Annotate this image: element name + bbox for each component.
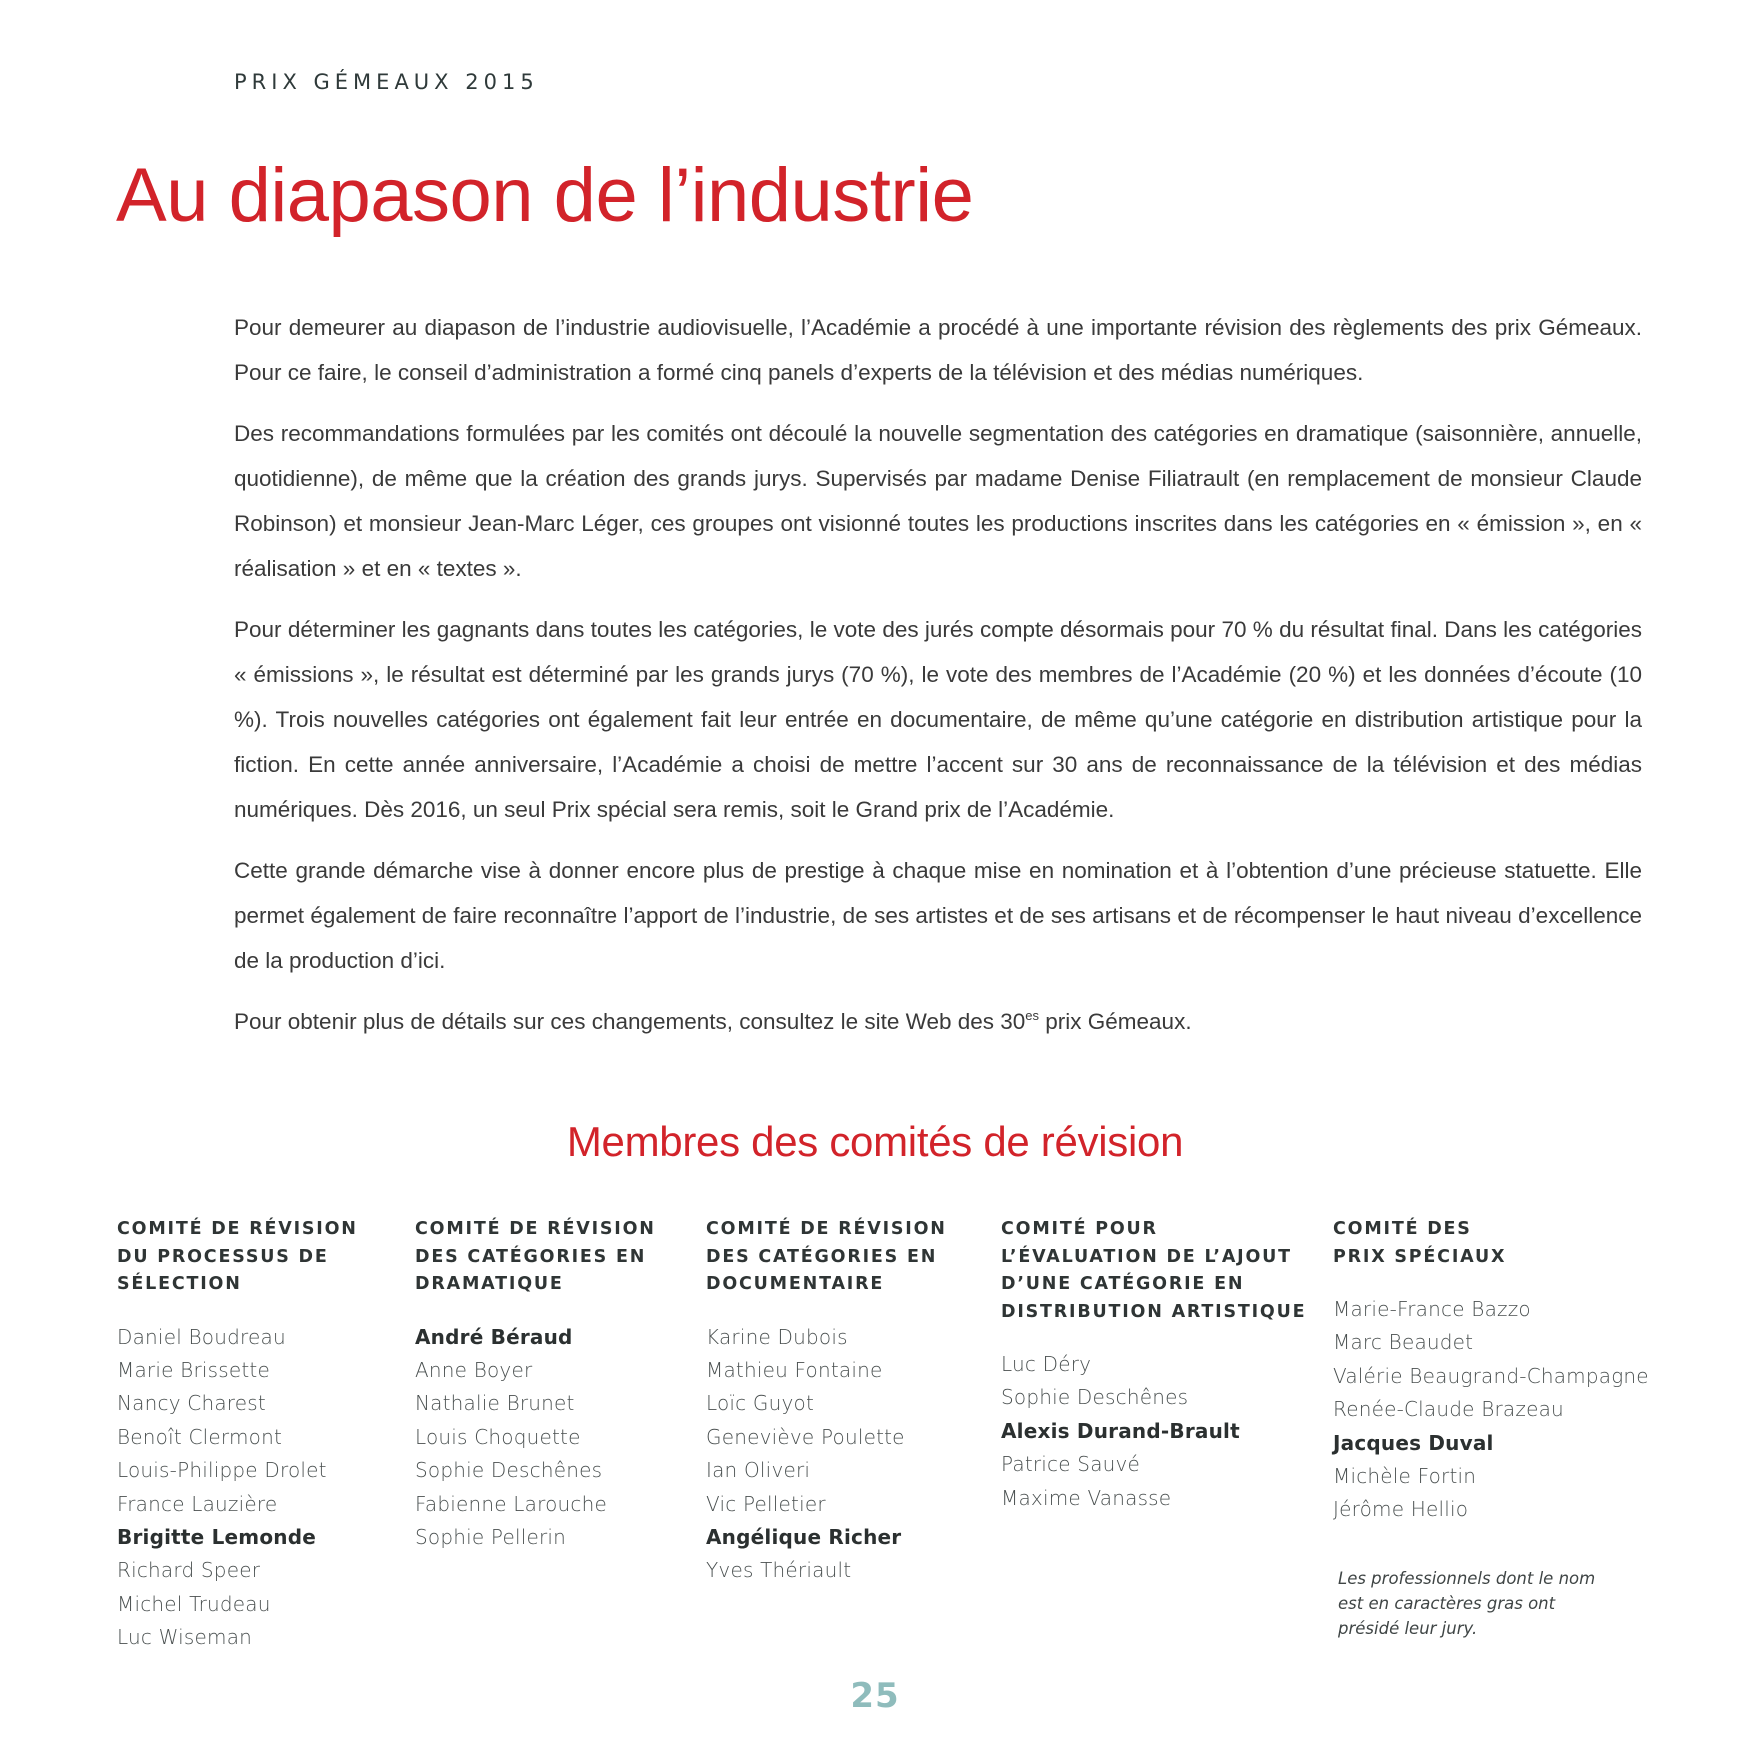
member-name: Michèle Fortin: [1333, 1464, 1477, 1489]
member-name-chair: Angélique Richer: [706, 1524, 902, 1549]
member-name: Karine Dubois: [706, 1324, 848, 1349]
member-name: Richard Speer: [117, 1558, 261, 1583]
member-name: Patrice Sauvé: [1001, 1452, 1141, 1477]
committee-heading-line: DES CATÉGORIES EN: [706, 1246, 938, 1267]
member-name: Valérie Beaugrand-Champagne: [1333, 1363, 1649, 1388]
ordinal-superscript: es: [1025, 1008, 1040, 1023]
paragraph-more-details: [234, 999, 1642, 1044]
committee-heading: [706, 1216, 947, 1299]
member-name: Nathalie Brunet: [415, 1391, 575, 1416]
paragraph: Des recommandations formulées par les comités ont découlé la nouvelle segmentation des catégories en dramatique (saisonnière, annuelle, quotidienne), de même que la création des grands jurys. Supervisés par madame Denise Filiatrault (en remplacement de monsieur Claude Robinson) et monsieur Jean-Marc Léger, ces groupes ont visionné toutes les productions inscrites dans les catégories en « émission », en « réalisation » et en « textes ».: [234, 421, 1642, 581]
page-kicker: PRIX GÉMEAUX 2015: [234, 70, 539, 94]
committee-heading: [1001, 1216, 1306, 1326]
member-name: Sophie Pellerin: [415, 1524, 567, 1549]
member-name: Vic Pelletier: [706, 1491, 826, 1516]
member-name: Michel Trudeau: [117, 1591, 271, 1616]
committee-heading-line: DES CATÉGORIES EN: [415, 1246, 647, 1267]
committee-heading-line: DRAMATIQUE: [415, 1274, 564, 1294]
member-name: Daniel Boudreau: [117, 1324, 286, 1349]
committee-heading-line: COMITÉ DE RÉVISION: [117, 1219, 358, 1239]
chair-note: Les professionnels dont le nom est en caractères gras ont présidé leur jury.: [1338, 1569, 1596, 1638]
more-details-text: Pour obtenir plus de détails sur ces changements, consultez le site Web des 30: [234, 1009, 1026, 1034]
member-name: Luc Wiseman: [117, 1625, 253, 1650]
committee-heading-line: L’ÉVALUATION DE L’AJOUT: [1001, 1246, 1292, 1267]
member-list: [117, 1321, 358, 1655]
member-name-chair: Jacques Duval: [1333, 1430, 1494, 1455]
member-name: Renée-Claude Brazeau: [1333, 1397, 1564, 1422]
member-list: [415, 1321, 656, 1555]
member-name-chair: Brigitte Lemonde: [117, 1524, 316, 1549]
committee-heading-line: DISTRIBUTION ARTISTIQUE: [1001, 1301, 1307, 1322]
member-name: Sophie Deschênes: [1001, 1385, 1189, 1410]
committee-heading-line: COMITÉ DE RÉVISION: [706, 1219, 947, 1239]
committee-column-prix-speciaux: [1333, 1216, 1649, 1527]
committee-column-distribution: [1001, 1216, 1306, 1515]
member-name: Marc Beaudet: [1333, 1330, 1474, 1355]
page-number: 25: [850, 1676, 900, 1716]
member-name: Benoît Clermont: [117, 1424, 283, 1449]
paragraph: Cette grande démarche vise à donner encore plus de prestige à chaque mise en nomination et à l’obtention d’une précieuse statuette. Elle permet également de faire reconnaître l’apport de l’industrie, de ses artistes et de ses artisans et de récompenser le haut niveau d’excellence de la production d’ici.: [234, 858, 1642, 973]
member-name: Sophie Deschênes: [415, 1458, 603, 1483]
committee-heading: [1333, 1216, 1649, 1271]
committee-heading-line: COMITÉ DES: [1333, 1219, 1472, 1239]
committee-heading-line: COMITÉ DE RÉVISION: [415, 1219, 656, 1239]
member-name-chair: Alexis Durand-Brault: [1001, 1418, 1240, 1443]
committee-heading-line: DU PROCESSUS DE: [117, 1246, 329, 1267]
committee-heading: [415, 1216, 656, 1299]
committee-column-dramatique: [415, 1216, 656, 1554]
member-name: Louis Choquette: [415, 1424, 581, 1449]
member-name-chair: André Béraud: [415, 1324, 573, 1349]
committees-title: Membres des comités de révision: [566, 1118, 1184, 1165]
committee-column-documentaire: [706, 1216, 947, 1588]
member-name: France Lauzière: [117, 1491, 278, 1516]
member-list: [1333, 1293, 1649, 1527]
committee-heading-line: SÉLECTION: [117, 1274, 242, 1294]
member-name: Ian Oliveri: [706, 1458, 811, 1483]
more-details-text-end: prix Gémeaux.: [1039, 1009, 1192, 1034]
member-list: [1001, 1348, 1306, 1515]
member-name: Fabienne Larouche: [415, 1491, 607, 1516]
page-title: Au diapason de l’industrie: [116, 153, 974, 238]
committee-heading-line: PRIX SPÉCIAUX: [1333, 1246, 1507, 1267]
member-name: Mathieu Fontaine: [706, 1357, 883, 1382]
paragraph: Pour déterminer les gagnants dans toutes les catégories, le vote des jurés compte désormais pour 70 % du résultat final. Dans les catégories « émissions », le résultat est déterminé par les grands jurys (70 %), le vote des membres de l’Académie (20 %) et les données d’écoute (10 %). Trois nouvelles catégories ont également fait leur entrée en documentaire, de même qu’une catégorie en distribution artistique pour la fiction. En cette année anniversaire, l’Académie a choisi de mettre l’accent sur 30 ans de reconnaissance de la télévision et des médias numériques. Dès 2016, un seul Prix spécial sera remis, soit le Grand prix de l’Académie.: [234, 617, 1642, 822]
member-name: Nancy Charest: [117, 1391, 266, 1416]
member-name: Louis-Philippe Drolet: [117, 1458, 327, 1483]
committee-column-selection: [117, 1216, 358, 1655]
member-name: Marie Brissette: [117, 1357, 270, 1382]
member-name: Maxime Vanasse: [1001, 1485, 1172, 1510]
member-name: Anne Boyer: [415, 1357, 533, 1382]
committee-heading-line: D’UNE CATÉGORIE EN: [1001, 1274, 1245, 1294]
article-body: [234, 305, 1642, 1060]
committee-heading: [117, 1216, 358, 1299]
member-name: Yves Thériault: [706, 1558, 852, 1583]
member-name: Marie-France Bazzo: [1333, 1297, 1531, 1321]
member-list: [706, 1321, 947, 1588]
paragraph: Pour demeurer au diapason de l’industrie audiovisuelle, l’Académie a procédé à une importante révision des règlements des prix Gémeaux. Pour ce faire, le conseil d’administration a formé cinq panels d’experts de la télévision et des médias numériques.: [234, 315, 1642, 385]
committee-heading-line: DOCUMENTAIRE: [706, 1274, 885, 1294]
committee-heading-line: COMITÉ POUR: [1001, 1219, 1158, 1239]
member-name: Luc Déry: [1001, 1352, 1092, 1376]
member-name: Geneviève Poulette: [706, 1424, 905, 1449]
member-name: Jérôme Hellio: [1333, 1497, 1469, 1522]
member-name: Loïc Guyot: [706, 1391, 815, 1416]
